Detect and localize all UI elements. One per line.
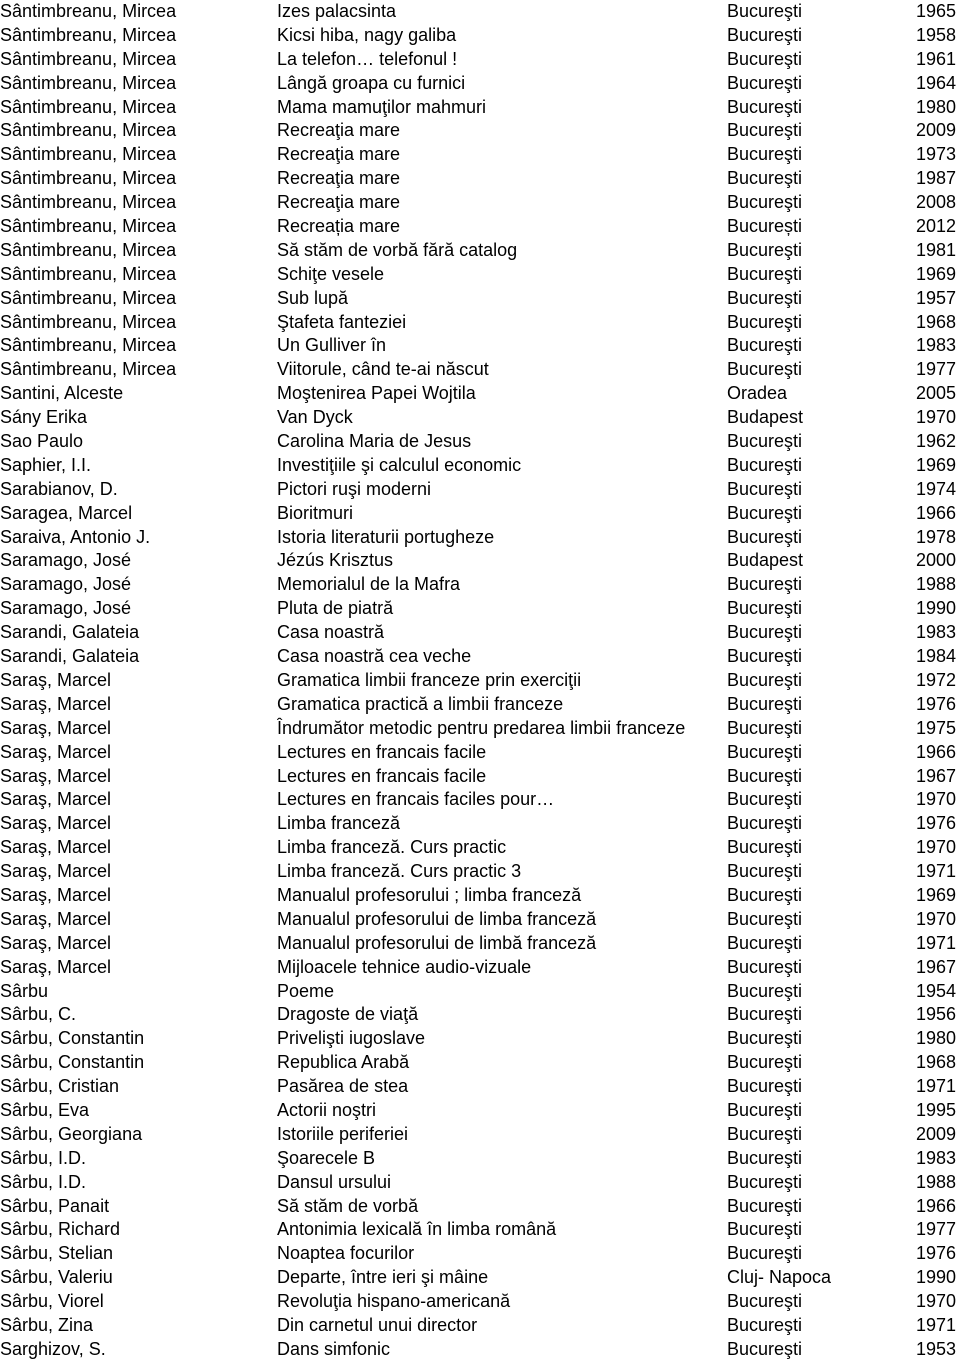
author-cell: Sântimbreanu, Mircea bbox=[0, 120, 177, 141]
city-cell: Bucureşti bbox=[727, 1099, 803, 1120]
author-cell: Saphier, I.I. bbox=[0, 454, 92, 475]
table-row bbox=[0, 1218, 960, 1242]
table-row bbox=[0, 24, 960, 48]
author-cell: Saramago, José bbox=[0, 598, 132, 619]
title-cell: Izes palacsinta bbox=[277, 1, 397, 21]
title-cell: Recreația mare bbox=[277, 216, 401, 237]
year-cell: 1988 bbox=[915, 1171, 956, 1192]
table-row bbox=[0, 573, 960, 597]
city-cell: Bucureşti bbox=[727, 646, 803, 667]
table-row bbox=[0, 669, 960, 693]
table-row bbox=[0, 1242, 960, 1266]
title-cell: Ştafeta fanteziei bbox=[277, 311, 407, 332]
year-cell: 1974 bbox=[915, 478, 956, 499]
table-row bbox=[0, 143, 960, 167]
table-row bbox=[0, 884, 960, 908]
table-row bbox=[0, 765, 960, 789]
city-cell: Bucureşti bbox=[727, 1147, 803, 1168]
city-cell: Bucureşti bbox=[727, 431, 803, 452]
title-cell: Revoluţia hispano-americană bbox=[277, 1291, 511, 1312]
city-cell: Bucureşti bbox=[727, 1243, 803, 1264]
city-cell: Bucureşti bbox=[727, 1338, 803, 1359]
author-cell: Sântimbreanu, Mircea bbox=[0, 1, 177, 21]
city-cell: Bucureşti bbox=[727, 287, 803, 308]
author-cell: Sârbu, Stelian bbox=[0, 1243, 114, 1264]
author-cell: Saraş, Marcel bbox=[0, 669, 112, 690]
city-cell: Bucureşti bbox=[727, 239, 803, 260]
city-cell: Bucureşti bbox=[727, 502, 803, 523]
author-cell: Sârbu, Valeriu bbox=[0, 1267, 113, 1288]
year-cell: 1980 bbox=[915, 1028, 956, 1049]
table-row bbox=[0, 334, 960, 358]
title-cell: Memorialul de la Mafra bbox=[277, 574, 461, 595]
city-cell: Bucureşti bbox=[727, 168, 803, 189]
author-cell: Saragea, Marcel bbox=[0, 502, 133, 523]
city-cell: Bucureşti bbox=[727, 1076, 803, 1097]
table-row bbox=[0, 96, 960, 120]
author-cell: Sarghizov, S. bbox=[0, 1338, 106, 1359]
year-cell: 1967 bbox=[915, 765, 956, 786]
year-cell: 1971 bbox=[915, 861, 956, 882]
table-row bbox=[0, 717, 960, 741]
title-cell: Manualul profesorului de limba franceză bbox=[277, 908, 597, 929]
city-cell: Bucureşti bbox=[727, 192, 803, 213]
year-cell: 1970 bbox=[915, 837, 956, 858]
title-cell: Privelişti iugoslave bbox=[277, 1028, 426, 1049]
year-cell: 1954 bbox=[915, 980, 956, 1001]
title-cell: Poeme bbox=[277, 980, 335, 1001]
author-cell: Sârbu, Georgiana bbox=[0, 1123, 143, 1144]
author-cell: Saraş, Marcel bbox=[0, 837, 112, 858]
city-cell: Bucureşti bbox=[727, 622, 803, 643]
year-cell: 1969 bbox=[915, 454, 956, 475]
table-row bbox=[0, 1051, 960, 1075]
author-cell: Sântimbreanu, Mircea bbox=[0, 239, 177, 260]
author-cell: Saraş, Marcel bbox=[0, 884, 112, 905]
year-cell: 1971 bbox=[915, 932, 956, 953]
year-cell: 1969 bbox=[915, 884, 956, 905]
year-cell: 1984 bbox=[915, 646, 956, 667]
author-cell: Saraş, Marcel bbox=[0, 693, 112, 714]
year-cell: 2005 bbox=[915, 383, 956, 404]
table-row bbox=[0, 502, 960, 526]
title-cell: Pluta de piatră bbox=[277, 598, 394, 619]
author-cell: Sány Erika bbox=[0, 407, 88, 428]
table-row bbox=[0, 1099, 960, 1123]
author-cell: Sântimbreanu, Mircea bbox=[0, 144, 177, 165]
year-cell: 1964 bbox=[915, 72, 956, 93]
city-cell: Bucureşti bbox=[727, 120, 803, 141]
city-cell: Bucureşti bbox=[727, 908, 803, 929]
year-cell: 1971 bbox=[915, 1076, 956, 1097]
author-cell: Saraş, Marcel bbox=[0, 908, 112, 929]
title-cell: Lectures en francais facile bbox=[277, 765, 487, 786]
table-row bbox=[0, 191, 960, 215]
title-cell: Antonimia lexicală în limba română bbox=[277, 1219, 557, 1240]
table-row bbox=[0, 1195, 960, 1219]
title-cell: Departe, între ieri şi mâine bbox=[277, 1267, 489, 1288]
table-row bbox=[0, 48, 960, 72]
year-cell: 1976 bbox=[915, 813, 956, 834]
year-cell: 1976 bbox=[915, 693, 956, 714]
year-cell: 1990 bbox=[915, 1267, 956, 1288]
year-cell: 1988 bbox=[915, 574, 956, 595]
table-row bbox=[0, 1338, 960, 1362]
table-row bbox=[0, 1314, 960, 1338]
table-row bbox=[0, 860, 960, 884]
city-cell: Bucureşti bbox=[727, 741, 803, 762]
title-cell: Sub lupă bbox=[277, 287, 349, 308]
title-cell: Istoria literaturii portugheze bbox=[277, 526, 495, 547]
title-cell: Mama mamuţilor mahmuri bbox=[277, 96, 487, 117]
city-cell: Bucureşti bbox=[727, 1195, 803, 1216]
city-cell: București bbox=[727, 216, 803, 237]
year-cell: 1966 bbox=[915, 741, 956, 762]
city-cell: Bucureşti bbox=[727, 335, 803, 356]
title-cell: Să stăm de vorbă bbox=[277, 1195, 419, 1216]
year-cell: 1983 bbox=[915, 1147, 956, 1168]
author-cell: Sântimbreanu, Mircea bbox=[0, 24, 177, 45]
title-cell: La telefon… telefonul ! bbox=[277, 48, 458, 69]
year-cell: 1990 bbox=[915, 598, 956, 619]
author-cell: Santini, Alceste bbox=[0, 383, 124, 404]
title-cell: Mijloacele tehnice audio-vizuale bbox=[277, 956, 532, 977]
table-row bbox=[0, 167, 960, 191]
city-cell: Bucureşti bbox=[727, 932, 803, 953]
title-cell: Jézús Krisztus bbox=[277, 550, 394, 571]
year-cell: 1969 bbox=[915, 263, 956, 284]
table-row bbox=[0, 287, 960, 311]
year-cell: 1980 bbox=[915, 96, 956, 117]
title-cell: Îndrumător metodic pentru predarea limbii franceze bbox=[277, 717, 686, 738]
year-cell: 2000 bbox=[915, 550, 956, 571]
year-cell: 1970 bbox=[915, 908, 956, 929]
title-cell: Pasărea de stea bbox=[277, 1076, 409, 1097]
year-cell: 1973 bbox=[915, 144, 956, 165]
author-cell: Sarandi, Galateia bbox=[0, 622, 140, 643]
author-cell: Sârbu, I.D. bbox=[0, 1147, 87, 1168]
title-cell: Republica Arabă bbox=[277, 1052, 410, 1073]
author-cell: Sarandi, Galateia bbox=[0, 646, 140, 667]
year-cell: 2009 bbox=[915, 120, 956, 141]
author-cell: Saraş, Marcel bbox=[0, 789, 112, 810]
author-cell: Sântimbreanu, Mircea bbox=[0, 192, 177, 213]
table-row bbox=[0, 1027, 960, 1051]
title-cell: Să stăm de vorbă fără catalog bbox=[277, 239, 518, 260]
city-cell: Bucureşti bbox=[727, 1052, 803, 1073]
year-cell: 1978 bbox=[915, 526, 956, 547]
city-cell: Bucureşti bbox=[727, 1314, 803, 1335]
table-row bbox=[0, 358, 960, 382]
author-cell: Saraş, Marcel bbox=[0, 765, 112, 786]
year-cell: 2009 bbox=[915, 1123, 956, 1144]
city-cell: Bucureşti bbox=[727, 717, 803, 738]
title-cell: Van Dyck bbox=[277, 407, 353, 428]
table-row bbox=[0, 0, 960, 24]
title-cell: Dansul ursului bbox=[277, 1171, 392, 1192]
title-cell: Şoarecele B bbox=[277, 1147, 376, 1168]
year-cell: 1957 bbox=[915, 287, 956, 308]
table-row bbox=[0, 1123, 960, 1147]
title-cell: Carolina Maria de Jesus bbox=[277, 431, 472, 452]
title-cell: Gramatica practică a limbii franceze bbox=[277, 693, 564, 714]
year-cell: 1987 bbox=[915, 168, 956, 189]
year-cell: 1995 bbox=[915, 1099, 956, 1120]
city-cell: Bucureşti bbox=[727, 837, 803, 858]
title-cell: Limba franceză. Curs practic bbox=[277, 837, 507, 858]
city-cell: Bucureşti bbox=[727, 813, 803, 834]
city-cell: Bucureşti bbox=[727, 144, 803, 165]
author-cell: Saraş, Marcel bbox=[0, 717, 112, 738]
year-cell: 1975 bbox=[915, 717, 956, 738]
table-row bbox=[0, 1147, 960, 1171]
author-cell: Saraş, Marcel bbox=[0, 956, 112, 977]
year-cell: 1953 bbox=[915, 1338, 956, 1359]
city-cell: Bucureşti bbox=[727, 598, 803, 619]
table-row bbox=[0, 311, 960, 335]
year-cell: 2012 bbox=[915, 216, 956, 237]
table-row bbox=[0, 1290, 960, 1314]
city-cell: Bucureşti bbox=[727, 1171, 803, 1192]
table-row bbox=[0, 788, 960, 812]
author-cell: Saraiva, Antonio J. bbox=[0, 526, 151, 547]
year-cell: 2008 bbox=[915, 192, 956, 213]
table-row bbox=[0, 406, 960, 430]
year-cell: 1976 bbox=[915, 1243, 956, 1264]
author-cell: Sântimbreanu, Mircea bbox=[0, 96, 177, 117]
author-cell: Saraş, Marcel bbox=[0, 861, 112, 882]
table-row bbox=[0, 1075, 960, 1099]
author-cell: Sârbu, Panait bbox=[0, 1195, 110, 1216]
city-cell: Bucureşti bbox=[727, 454, 803, 475]
year-cell: 1968 bbox=[915, 311, 956, 332]
author-cell: Saramago, José bbox=[0, 574, 132, 595]
author-cell: Sântimbreanu, Mircea bbox=[0, 263, 177, 284]
title-cell: Investiţiile şi calculul economic bbox=[277, 454, 522, 475]
city-cell: Bucureşti bbox=[727, 884, 803, 905]
author-cell: Sarabianov, D. bbox=[0, 478, 118, 499]
table-row bbox=[0, 263, 960, 287]
city-cell: Bucureşti bbox=[727, 765, 803, 786]
title-cell: Dragoste de viaţă bbox=[277, 1004, 419, 1025]
table-row bbox=[0, 621, 960, 645]
city-cell: Bucureşti bbox=[727, 1291, 803, 1312]
table-row bbox=[0, 741, 960, 765]
city-cell: Bucureşti bbox=[727, 1004, 803, 1025]
city-cell: Bucureşti bbox=[727, 861, 803, 882]
table-row bbox=[0, 239, 960, 263]
city-cell: Bucureşti bbox=[727, 693, 803, 714]
city-cell: Bucureşti bbox=[727, 980, 803, 1001]
title-cell: Recreaţia mare bbox=[277, 120, 401, 141]
author-cell: Sântimbreanu, Mircea bbox=[0, 287, 177, 308]
table-row bbox=[0, 430, 960, 454]
city-cell: Bucureşti bbox=[727, 1123, 803, 1144]
title-cell: Schiţe vesele bbox=[277, 263, 385, 284]
year-cell: 1977 bbox=[915, 1219, 956, 1240]
author-cell: Sârbu bbox=[0, 980, 49, 1001]
title-cell: Un Gulliver în bbox=[277, 335, 387, 356]
author-cell: Sântimbreanu, Mircea bbox=[0, 216, 177, 237]
table-row bbox=[0, 812, 960, 836]
table-row bbox=[0, 454, 960, 478]
city-cell: Bucureşti bbox=[727, 574, 803, 595]
title-cell: Pictori ruşi moderni bbox=[277, 478, 432, 499]
year-cell: 1983 bbox=[915, 622, 956, 643]
city-cell: Bucureşti bbox=[727, 48, 803, 69]
year-cell: 1972 bbox=[915, 669, 956, 690]
title-cell: Casa noastră bbox=[277, 622, 385, 643]
table-row bbox=[0, 1171, 960, 1195]
title-cell: Limba franceză. Curs practic 3 bbox=[277, 861, 522, 882]
city-cell: Bucureşti bbox=[727, 72, 803, 93]
table-row bbox=[0, 382, 960, 406]
city-cell: Bucureşti bbox=[727, 96, 803, 117]
author-cell: Sârbu, Constantin bbox=[0, 1052, 145, 1073]
table-row bbox=[0, 836, 960, 860]
city-cell: Bucureşti bbox=[727, 669, 803, 690]
city-cell: Bucureşti bbox=[727, 1028, 803, 1049]
city-cell: Bucureşti bbox=[727, 789, 803, 810]
title-cell: Lângă groapa cu furnici bbox=[277, 72, 466, 93]
year-cell: 1966 bbox=[915, 502, 956, 523]
title-cell: Bioritmuri bbox=[277, 502, 354, 523]
table-row bbox=[0, 956, 960, 980]
year-cell: 1961 bbox=[915, 48, 956, 69]
table-row bbox=[0, 72, 960, 96]
city-cell: Bucureşti bbox=[727, 526, 803, 547]
table-row bbox=[0, 932, 960, 956]
year-cell: 1970 bbox=[915, 407, 956, 428]
author-cell: Saraş, Marcel bbox=[0, 932, 112, 953]
author-cell: Sântimbreanu, Mircea bbox=[0, 335, 177, 356]
city-cell: Budapest bbox=[727, 407, 804, 428]
title-cell: Casa noastră cea veche bbox=[277, 646, 472, 667]
year-cell: 1983 bbox=[915, 335, 956, 356]
city-cell: Bucureşti bbox=[727, 956, 803, 977]
year-cell: 1956 bbox=[915, 1004, 956, 1025]
author-cell: Sântimbreanu, Mircea bbox=[0, 311, 177, 332]
author-cell: Sârbu, Cristian bbox=[0, 1076, 120, 1097]
table-row bbox=[0, 549, 960, 573]
title-cell: Din carnetul unui director bbox=[277, 1314, 478, 1335]
year-cell: 1968 bbox=[915, 1052, 956, 1073]
city-cell: Bucureşti bbox=[727, 359, 803, 380]
table-row bbox=[0, 1003, 960, 1027]
city-cell: Bucureşti bbox=[727, 478, 803, 499]
title-cell: Recreaţia mare bbox=[277, 192, 401, 213]
year-cell: 1965 bbox=[915, 1, 956, 21]
title-cell: Istoriile periferiei bbox=[277, 1123, 409, 1144]
author-cell: Sântimbreanu, Mircea bbox=[0, 359, 177, 380]
city-cell: Oradea bbox=[727, 383, 788, 404]
table-row bbox=[0, 1266, 960, 1290]
author-cell: Sântimbreanu, Mircea bbox=[0, 168, 177, 189]
title-cell: Limba franceză bbox=[277, 813, 401, 834]
city-cell: Budapest bbox=[727, 550, 804, 571]
title-cell: Lectures en francais facile bbox=[277, 741, 487, 762]
city-cell: Bucureşti bbox=[727, 311, 803, 332]
title-cell: Actorii noştri bbox=[277, 1099, 377, 1120]
author-cell: Sârbu, Viorel bbox=[0, 1291, 104, 1312]
table-row bbox=[0, 478, 960, 502]
title-cell: Gramatica limbii franceze prin exerciţii bbox=[277, 669, 582, 690]
title-cell: Manualul profesorului ; limba franceză bbox=[277, 884, 582, 905]
author-cell: Sârbu, Eva bbox=[0, 1099, 90, 1120]
table-row bbox=[0, 597, 960, 621]
title-cell: Dans simfonic bbox=[277, 1338, 391, 1359]
title-cell: Kicsi hiba, nagy galiba bbox=[277, 24, 457, 45]
title-cell: Manualul profesorului de limbă franceză bbox=[277, 932, 597, 953]
table-row bbox=[0, 526, 960, 550]
year-cell: 1981 bbox=[915, 239, 956, 260]
table-row bbox=[0, 980, 960, 1004]
author-cell: Sao Paulo bbox=[0, 431, 84, 452]
title-cell: Lectures en francais faciles pour… bbox=[277, 789, 555, 810]
author-cell: Sârbu, C. bbox=[0, 1004, 77, 1025]
year-cell: 1970 bbox=[915, 789, 956, 810]
year-cell: 1967 bbox=[915, 956, 956, 977]
table-row bbox=[0, 693, 960, 717]
author-cell: Saramago, José bbox=[0, 550, 132, 571]
year-cell: 1977 bbox=[915, 359, 956, 380]
author-cell: Saraş, Marcel bbox=[0, 741, 112, 762]
city-cell: Bucureşti bbox=[727, 263, 803, 284]
table-row bbox=[0, 215, 960, 239]
year-cell: 1958 bbox=[915, 24, 956, 45]
title-cell: Viitorule, când te-ai născut bbox=[277, 359, 489, 380]
author-cell: Sântimbreanu, Mircea bbox=[0, 48, 177, 69]
author-cell: Sârbu, Constantin bbox=[0, 1028, 145, 1049]
title-cell: Recreaţia mare bbox=[277, 144, 401, 165]
table-row bbox=[0, 119, 960, 143]
author-cell: Sârbu, Zina bbox=[0, 1314, 94, 1335]
author-cell: Saraş, Marcel bbox=[0, 813, 112, 834]
year-cell: 1966 bbox=[915, 1195, 956, 1216]
author-cell: Sântimbreanu, Mircea bbox=[0, 72, 177, 93]
table-row bbox=[0, 645, 960, 669]
year-cell: 1971 bbox=[915, 1314, 956, 1335]
title-cell: Moştenirea Papei Wojtila bbox=[277, 383, 476, 404]
author-cell: Sârbu, Richard bbox=[0, 1219, 121, 1240]
author-cell: Sârbu, I.D. bbox=[0, 1171, 87, 1192]
table-row bbox=[0, 908, 960, 932]
city-cell: Cluj- Napoca bbox=[727, 1267, 832, 1288]
city-cell: Bucureşti bbox=[727, 1219, 803, 1240]
title-cell: Noaptea focurilor bbox=[277, 1243, 415, 1264]
city-cell: Bucureşti bbox=[727, 1, 803, 21]
title-cell: Recreaţia mare bbox=[277, 168, 401, 189]
year-cell: 1962 bbox=[915, 431, 956, 452]
city-cell: Bucureşti bbox=[727, 24, 803, 45]
year-cell: 1970 bbox=[915, 1291, 956, 1312]
